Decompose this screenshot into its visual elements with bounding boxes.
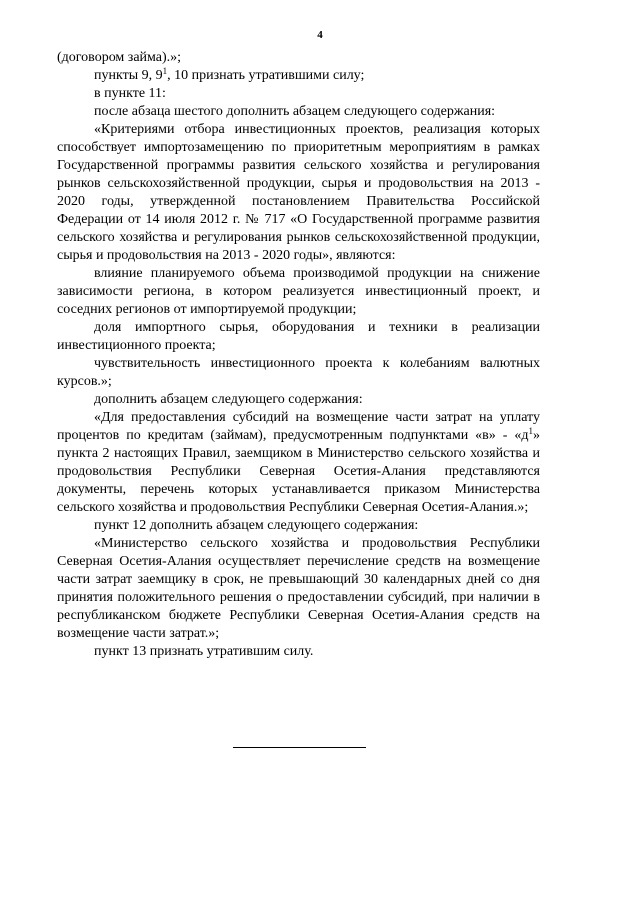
page-number: 4 <box>317 29 323 41</box>
paragraph: «Критериями отбора инвестиционных проектов, реализация которых способствует импортозамещению по приоритетным мероприятиям в рамках Государственной программы развития сельского хозяйства и регулирования рынков сельскохозяйственной продукции, сырья и продовольствия на 2013 - 2020 годы, утвержденной постановлением Правительства Российской Федерации от 14 июля 2012 г. № 717 «О Государственной программе развития сельского хозяйства и регулирования рынков сельскохозяйственной продукции, сырья и продовольствия на 2013 - 2020 годы», являются: <box>57 122 540 263</box>
paragraph: «Министерство сельского хозяйства и продовольствия Республики Северная Осетия-Алания осуществляет перечисление средств на возмещение части затрат заемщику в срок, не превышающий 30 календарных дней со дня принятия положительного решения о предоставлении субсидий, при наличии в республиканском бюджете Республики Северная Осетия-Алания средств на возмещение части затрат.»; <box>57 536 540 641</box>
paragraph: чувствительность инвестиционного проекта к колебаниям валютных курсов.»; <box>57 356 540 389</box>
paragraph: доля импортного сырья, оборудования и техники в реализации инвестиционного проекта; <box>57 320 540 353</box>
paragraph: пункт 12 дополнить абзацем следующего содержания: <box>94 518 419 533</box>
paragraph: дополнить абзацем следующего содержания: <box>94 392 363 407</box>
paragraph-text: «Для предоставления субсидий на возмещение части затрат на уплату процентов по кредитам (займам), предусмотренным подпунктами «в» - «д <box>57 410 540 443</box>
paragraph <box>57 67 540 85</box>
paragraph-text: , 10 признать утратившими силу; <box>167 68 365 83</box>
paragraph-text: » пункта 2 настоящих Правил, заемщиком в Министерство сельского хозяйства и продовольствия Республики Северная Осетия-Алания представляются документы, перечень которых устанавливается приказом Министерства сельского хозяйства и продовольствия Республики Северная Осетия-Алания.»; <box>57 428 540 515</box>
document-body <box>57 49 540 661</box>
end-divider-line <box>233 747 366 748</box>
paragraph: в пункте 11: <box>94 86 166 101</box>
superscript: 1 <box>528 426 533 436</box>
paragraph: пункт 13 признать утратившим силу. <box>94 644 314 659</box>
superscript: 1 <box>162 66 168 76</box>
paragraph: влияние планируемого объема производимой продукции на снижение зависимости региона, в котором реализуется инвестиционный проект, и соседних регионов от импортируемой продукции; <box>57 266 540 317</box>
paragraph: (договором займа).»; <box>57 50 182 65</box>
paragraph <box>57 409 540 517</box>
paragraph: после абзаца шестого дополнить абзацем следующего содержания: <box>94 104 496 119</box>
paragraph-text: пункты 9, 9 <box>94 68 163 83</box>
